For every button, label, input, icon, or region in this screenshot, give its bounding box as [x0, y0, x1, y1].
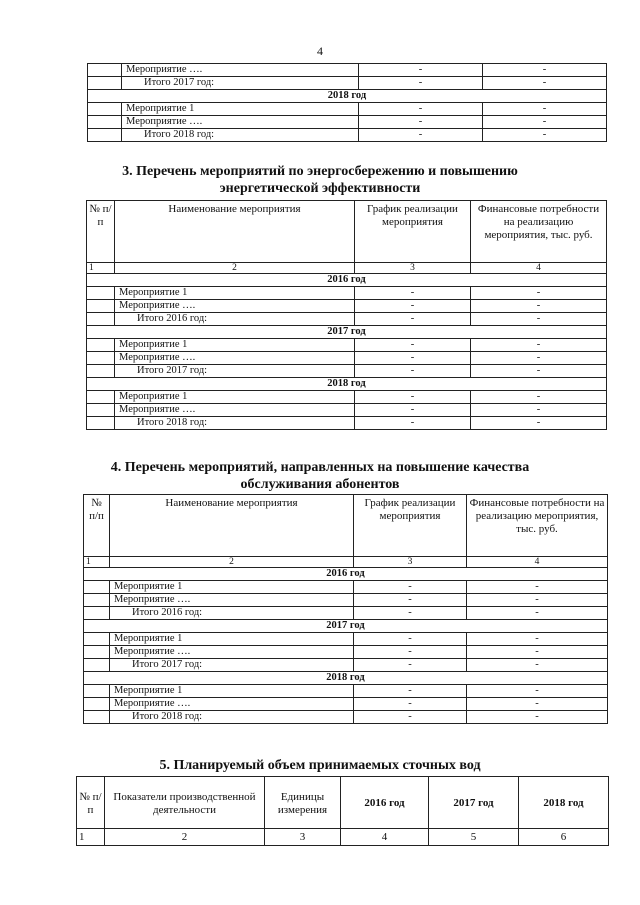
row-number-cell	[88, 116, 122, 129]
finance-value: -	[471, 287, 607, 300]
total-label: Итого 2017 год:	[122, 77, 359, 90]
finance-value: -	[471, 339, 607, 352]
schedule-value: -	[354, 711, 467, 724]
header-schedule: График реализации мероприятия	[354, 495, 467, 557]
header-finance: Финансовые потребности на реализацию мероприятия, тыс. руб.	[471, 201, 607, 263]
finance-value: -	[467, 581, 608, 594]
table-row	[84, 685, 608, 698]
schedule-value: -	[354, 581, 467, 594]
section-3-title-line2: энергетической эффективности	[219, 181, 421, 196]
activity-name: Мероприятие 1	[122, 103, 359, 116]
header-schedule: График реализации мероприятия	[355, 201, 471, 263]
total-row	[84, 607, 608, 620]
row-number-cell	[84, 633, 110, 646]
header-year-2017: 2017 год	[429, 777, 519, 829]
finance-value: -	[467, 698, 608, 711]
energy-saving-table	[86, 200, 607, 430]
row-number-cell	[88, 129, 122, 142]
schedule-value: -	[355, 404, 471, 417]
schedule-value: -	[355, 339, 471, 352]
schedule-value: -	[359, 64, 483, 77]
total-row	[87, 417, 607, 430]
year-label: 2016 год	[87, 274, 607, 287]
table-row	[87, 391, 607, 404]
year-row	[87, 378, 607, 391]
table-row	[87, 287, 607, 300]
year-row	[87, 274, 607, 287]
activity-name: Мероприятие 1	[110, 633, 354, 646]
table-row	[88, 64, 607, 77]
activity-name: Мероприятие ….	[122, 64, 359, 77]
header-year-2018: 2018 год	[519, 777, 609, 829]
finance-value: -	[471, 313, 607, 326]
row-number-cell	[88, 64, 122, 77]
total-row	[84, 659, 608, 672]
col-number: 1	[77, 829, 105, 846]
total-label: Итого 2016 год:	[115, 313, 355, 326]
row-number-cell	[87, 313, 115, 326]
service-quality-table	[83, 494, 608, 724]
row-number-cell	[84, 659, 110, 672]
finance-value: -	[471, 365, 607, 378]
activity-name: Мероприятие 1	[115, 287, 355, 300]
total-row	[88, 77, 607, 90]
total-label: Итого 2016 год:	[110, 607, 354, 620]
row-number-cell	[87, 339, 115, 352]
activity-name: Мероприятие 1	[115, 391, 355, 404]
finance-value: -	[467, 594, 608, 607]
finance-value: -	[471, 300, 607, 313]
finance-value: -	[467, 711, 608, 724]
row-number-cell	[84, 646, 110, 659]
finance-value: -	[467, 633, 608, 646]
schedule-value: -	[354, 685, 467, 698]
row-number-cell	[84, 594, 110, 607]
activity-name: Мероприятие 1	[115, 339, 355, 352]
schedule-value: -	[355, 352, 471, 365]
section-3-title	[0, 163, 640, 197]
header-name: Наименование мероприятия	[110, 495, 354, 557]
header-number: № п/п	[84, 495, 110, 557]
schedule-value: -	[354, 698, 467, 711]
year-label: 2017 год	[84, 620, 608, 633]
header-name: Наименование мероприятия	[115, 201, 355, 263]
table-row	[84, 594, 608, 607]
row-number-cell	[87, 417, 115, 430]
total-row	[84, 711, 608, 724]
activity-name: Мероприятие ….	[115, 352, 355, 365]
row-number-cell	[87, 300, 115, 313]
year-row	[84, 620, 608, 633]
activity-name: Мероприятие ….	[110, 646, 354, 659]
finance-value: -	[471, 352, 607, 365]
schedule-value: -	[355, 365, 471, 378]
schedule-value: -	[359, 129, 483, 142]
table-row	[84, 646, 608, 659]
finance-value: -	[471, 417, 607, 430]
col-number: 4	[467, 557, 608, 568]
total-label: Итого 2018 год:	[115, 417, 355, 430]
table-row	[87, 339, 607, 352]
header-indicators: Показатели производственной деятельности	[105, 777, 265, 829]
total-label: Итого 2018 год:	[122, 129, 359, 142]
header-finance: Финансовые потребности на реализацию мероприятия, тыс. руб.	[467, 495, 608, 557]
row-number-cell	[84, 711, 110, 724]
col-number: 6	[519, 829, 609, 846]
total-row	[87, 313, 607, 326]
continuation-table	[87, 63, 607, 142]
activity-name: Мероприятие ….	[110, 698, 354, 711]
section-4-title-line2: обслуживания абонентов	[240, 477, 400, 492]
activity-name: Мероприятие ….	[115, 404, 355, 417]
section-3-title-line1: 3. Перечень мероприятий по энергосбережению и повышению	[122, 164, 518, 179]
row-number-cell	[88, 103, 122, 116]
col-number: 3	[355, 263, 471, 274]
finance-value: -	[471, 404, 607, 417]
row-number-cell	[84, 607, 110, 620]
col-number: 1	[87, 263, 115, 274]
header-units: Единицы измерения	[265, 777, 341, 829]
row-number-cell	[87, 404, 115, 417]
col-number: 1	[84, 557, 110, 568]
schedule-value: -	[355, 287, 471, 300]
year-row	[88, 90, 607, 103]
total-label: Итого 2017 год:	[110, 659, 354, 672]
section-4-title-line1: 4. Перечень мероприятий, направленных на повышение качества	[110, 460, 530, 475]
finance-value: -	[471, 391, 607, 404]
page-number: 4	[317, 44, 323, 58]
row-number-cell	[84, 698, 110, 711]
table-row	[87, 300, 607, 313]
col-number: 3	[265, 829, 341, 846]
table-row	[88, 103, 607, 116]
year-row	[87, 326, 607, 339]
year-label: 2016 год	[84, 568, 608, 581]
schedule-value: -	[354, 646, 467, 659]
finance-value: -	[467, 685, 608, 698]
schedule-value: -	[355, 300, 471, 313]
total-row	[87, 365, 607, 378]
row-number-cell	[87, 365, 115, 378]
row-number-cell	[87, 287, 115, 300]
activity-name: Мероприятие 1	[110, 685, 354, 698]
finance-value: -	[467, 607, 608, 620]
finance-value: -	[467, 646, 608, 659]
schedule-value: -	[355, 313, 471, 326]
row-number-cell	[84, 685, 110, 698]
activity-name: Мероприятие ….	[110, 594, 354, 607]
schedule-value: -	[354, 594, 467, 607]
table-row	[84, 633, 608, 646]
finance-value: -	[467, 659, 608, 672]
wastewater-table	[76, 776, 609, 846]
schedule-value: -	[354, 633, 467, 646]
total-row	[88, 129, 607, 142]
table-row	[87, 352, 607, 365]
table-row	[87, 404, 607, 417]
header-number: № п/п	[77, 777, 105, 829]
row-number-cell	[87, 352, 115, 365]
schedule-value: -	[355, 391, 471, 404]
table-row	[84, 581, 608, 594]
finance-value: -	[483, 116, 607, 129]
col-number: 2	[110, 557, 354, 568]
activity-name: Мероприятие ….	[122, 116, 359, 129]
schedule-value: -	[354, 659, 467, 672]
row-number-cell	[87, 391, 115, 404]
col-number: 4	[341, 829, 429, 846]
total-label: Итого 2017 год:	[115, 365, 355, 378]
section-4-title	[0, 459, 640, 493]
col-number: 5	[429, 829, 519, 846]
header-year-2016: 2016 год	[341, 777, 429, 829]
year-row	[84, 568, 608, 581]
header-number: № п/п	[87, 201, 115, 263]
activity-name: Мероприятие ….	[115, 300, 355, 313]
finance-value: -	[483, 77, 607, 90]
finance-value: -	[483, 64, 607, 77]
year-label: 2017 год	[87, 326, 607, 339]
row-number-cell	[88, 77, 122, 90]
year-label: 2018 год	[84, 672, 608, 685]
year-label: 2018 год	[88, 90, 607, 103]
table-row	[84, 698, 608, 711]
finance-value: -	[483, 103, 607, 116]
year-label: 2018 год	[87, 378, 607, 391]
schedule-value: -	[359, 77, 483, 90]
col-number: 3	[354, 557, 467, 568]
schedule-value: -	[354, 607, 467, 620]
year-row	[84, 672, 608, 685]
col-number: 2	[115, 263, 355, 274]
activity-name: Мероприятие 1	[110, 581, 354, 594]
schedule-value: -	[359, 116, 483, 129]
section-5-title: 5. Планируемый объем принимаемых сточных вод	[159, 758, 481, 773]
schedule-value: -	[359, 103, 483, 116]
row-number-cell	[84, 581, 110, 594]
total-label: Итого 2018 год:	[110, 711, 354, 724]
table-row	[88, 116, 607, 129]
schedule-value: -	[355, 417, 471, 430]
finance-value: -	[483, 129, 607, 142]
col-number: 2	[105, 829, 265, 846]
col-number: 4	[471, 263, 607, 274]
